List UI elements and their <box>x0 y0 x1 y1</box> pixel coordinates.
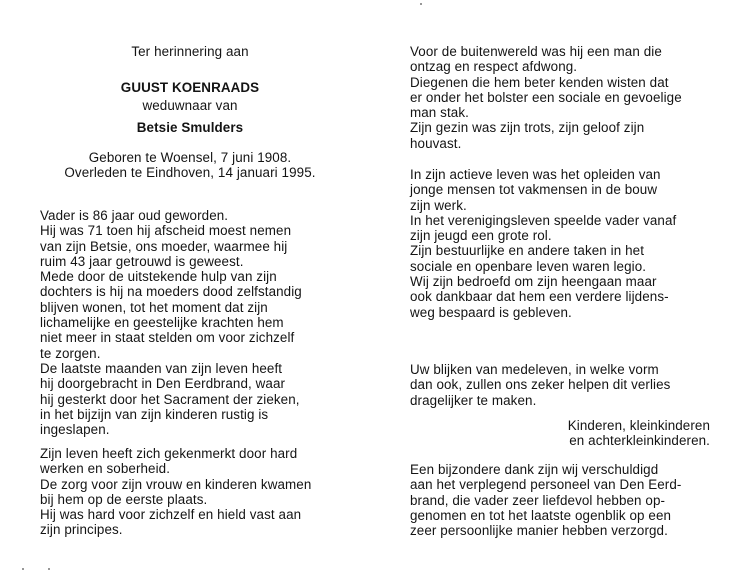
text-line: De zorg voor zijn vrouw en kinderen kwamen <box>40 476 312 492</box>
left-paragraph-1 <box>40 208 340 437</box>
text-line: Een bijzondere dank zijn wij verschuldigd <box>410 462 659 477</box>
text-line: zijn jeugd een grote rol. <box>410 228 552 244</box>
text-line: Mede door de uitstekende hulp van zijn <box>40 269 277 285</box>
signature-block <box>410 418 710 449</box>
text-line: man stak. <box>410 105 469 121</box>
relation-text: weduwnaar van <box>142 98 238 113</box>
deceased-name-text: GUUST KOENRAADS <box>120 80 260 95</box>
text-line: dochters is hij na moeders dood zelfstandig <box>40 284 302 300</box>
text-line: er onder het bolster een sociale en gevoelige <box>410 89 682 105</box>
deceased-name <box>40 80 340 95</box>
text-line: Zijn gezin was zijn trots, zijn geloof zijn <box>410 120 645 136</box>
text-line: werken en soberheid. <box>40 461 171 477</box>
in-memory-line <box>40 44 340 59</box>
right-paragraph-3 <box>410 362 710 408</box>
text-line: Hij was 71 toen hij afscheid moest nemen <box>40 223 292 239</box>
text-line: sociale en openbare leven waren legio. <box>410 258 647 274</box>
text-line: bij hem op de eerste plaats. <box>40 491 208 507</box>
born-line: Geboren te Woensel, 7 juni 1908. <box>88 150 292 165</box>
text-line: ingeslapen. <box>40 422 110 438</box>
dates-block <box>40 150 340 181</box>
text-line: Diegenen die hem beter kenden wisten dat <box>410 74 669 90</box>
scan-speck <box>22 568 24 570</box>
scan-speck <box>48 568 50 570</box>
text-line: ook dankbaar dat hem een verdere lijdens- <box>410 289 669 305</box>
text-line: jonge mensen tot vakmensen in de bouw <box>410 182 658 198</box>
spouse-name-text: Betsie Smulders <box>136 120 244 135</box>
text-line: hij doorgebracht in Den Eerdbrand, waar <box>40 376 286 392</box>
died-line: Overleden te Eindhoven, 14 januari 1995. <box>64 165 316 181</box>
right-paragraph-1 <box>410 44 710 151</box>
text-line: zijn principes. <box>40 522 123 538</box>
text-line: zijn werk. <box>410 197 467 213</box>
text-line: Uw blijken van medeleven, in welke vorm <box>410 362 659 377</box>
in-memory-text: Ter herinnering aan <box>131 44 249 59</box>
text-line: Wij zijn bedroefd om zijn heengaan maar <box>410 274 657 290</box>
text-line: Vader is 86 jaar oud geworden. <box>40 208 229 223</box>
spouse-name <box>40 120 340 135</box>
text-line: genomen en tot het laatste ogenblik op een <box>410 507 672 523</box>
text-line: dan ook, zullen ons zeker helpen dit verlies <box>410 377 671 393</box>
text-line: lichamelijke en geestelijke krachten hem <box>40 315 284 331</box>
text-line: in het bijzijn van zijn kinderen rustig is <box>40 406 269 422</box>
relation-line <box>40 98 340 113</box>
left-paragraph-2 <box>40 446 340 538</box>
text-line: zeer persoonlijke manier hebben verzorgd. <box>410 523 668 539</box>
scan-speck <box>420 3 422 5</box>
text-line: aan het verplegend personeel van Den Eerd- <box>410 477 682 493</box>
text-line: te zorgen. <box>40 345 101 361</box>
text-line: Voor de buitenwereld was hij een man die <box>410 44 662 59</box>
text-line: blijven wonen, tot het moment dat zijn <box>40 299 268 315</box>
text-line: en achterkleinkinderen. <box>569 433 710 449</box>
text-line: van zijn Betsie, ons moeder, waarmee hij <box>40 238 288 254</box>
text-line: Zijn bestuurlijke en andere taken in het <box>410 243 645 259</box>
text-line: Zijn leven heeft zich gekenmerkt door hard <box>40 446 298 461</box>
text-line: houvast. <box>410 135 462 151</box>
text-line: brand, die vader zeer liefdevol hebben op- <box>410 492 666 508</box>
text-line: Hij was hard voor zichzelf en hield vast aan <box>40 507 302 523</box>
text-line: hij gesterkt door het Sacrament der zieken, <box>40 391 300 407</box>
text-line: weg bespaard is gebleven. <box>410 304 572 320</box>
text-line: ruim 43 jaar getrouwd is geweest. <box>40 253 244 269</box>
text-line: In zijn actieve leven was het opleiden van <box>410 167 661 182</box>
text-line: ontzag en respect afdwong. <box>410 59 578 75</box>
right-paragraph-2 <box>410 167 710 320</box>
text-line: niet meer in staat stelden om voor zichzelf <box>40 330 295 346</box>
text-line: dragelijker te maken. <box>410 392 537 408</box>
text-line: De laatste maanden van zijn leven heeft <box>40 360 283 376</box>
text-line: In het verenigingsleven speelde vader vanaf <box>410 212 677 228</box>
thanks-paragraph <box>410 462 710 538</box>
text-line: Kinderen, kleinkinderen <box>567 418 710 433</box>
